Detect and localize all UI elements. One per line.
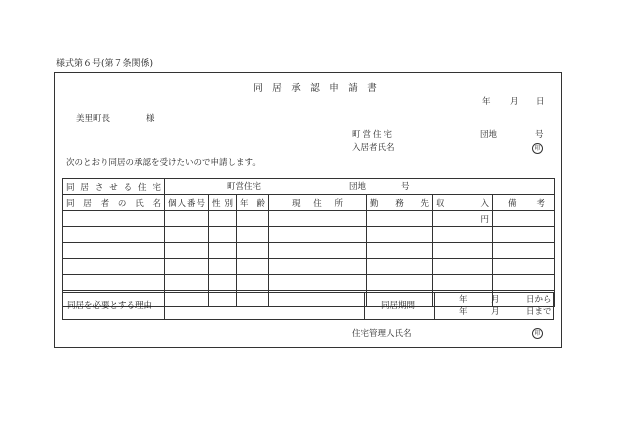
table-cell[interactable] (165, 243, 209, 259)
form-title: 同 居 承 認 申 請 書 (253, 83, 377, 94)
table-cell[interactable] (269, 259, 367, 275)
table-cell[interactable] (237, 259, 269, 275)
table-row (63, 259, 555, 275)
cohabitant-table (62, 178, 555, 307)
table-cell[interactable] (367, 243, 433, 259)
table-header-row (63, 195, 555, 211)
header-remarks: 備 考 (508, 198, 545, 209)
applicant-housing-label: 町営住宅 (352, 130, 395, 140)
table-cell[interactable] (63, 259, 165, 275)
applicant-seal (532, 143, 543, 154)
table-cell[interactable] (63, 275, 165, 291)
table-cell[interactable] (165, 227, 209, 243)
table-cell[interactable] (433, 259, 493, 275)
table-cell[interactable] (493, 243, 555, 259)
header-sex: 性 別 (212, 198, 233, 209)
table-cell[interactable] (433, 243, 493, 259)
table-row (63, 227, 555, 243)
applicant-danchi: 団地 (480, 130, 498, 140)
table-row (63, 275, 555, 291)
seal-icon: 印 (532, 143, 543, 154)
form-number: 様式第６号(第７条関係) (56, 59, 154, 69)
date-year: 年 (482, 97, 491, 107)
date-month: 月 (510, 97, 519, 107)
table-cell[interactable] (165, 259, 209, 275)
manager-seal (532, 328, 543, 339)
period-values[interactable] (434, 293, 553, 319)
table-cell[interactable] (63, 243, 165, 259)
table-cell[interactable] (269, 275, 367, 291)
housing-row-number: 号 (401, 182, 410, 192)
period-label: 同居期間 (381, 301, 416, 311)
table-cell[interactable] (63, 227, 165, 243)
table-cell[interactable] (493, 259, 555, 275)
header-age: 年 齢 (240, 198, 265, 209)
bottom-section (62, 292, 554, 320)
addressee-honorific: 様 (146, 114, 155, 124)
table-cell[interactable] (367, 227, 433, 243)
income-unit-row (63, 211, 555, 227)
income-unit: 円 (480, 214, 489, 225)
period-end-end: 日まで (526, 307, 552, 317)
period-end-year: 年 (459, 307, 468, 317)
table-cell[interactable] (237, 227, 269, 243)
reason-field[interactable] (164, 293, 365, 319)
applicant-name-label: 入居者氏名 (352, 143, 395, 153)
period-end-month: 月 (491, 307, 500, 317)
housing-row-danchi: 団地 (349, 182, 367, 192)
table-cell[interactable] (209, 227, 237, 243)
manager-label: 住宅管理人氏名 (352, 329, 412, 339)
table-cell[interactable] (165, 275, 209, 291)
applicant-number: 号 (535, 130, 544, 140)
table-cell[interactable] (269, 243, 367, 259)
header-income: 収 入 (436, 198, 489, 209)
reason-label: 同居を必要とする理由 (67, 301, 153, 311)
table-cell[interactable] (209, 243, 237, 259)
header-id-number: 個 人 番 号 (168, 198, 205, 209)
housing-row-label: 同 居 さ せ る 住 宅 (66, 182, 161, 193)
addressee-name: 美里町長 (76, 114, 111, 124)
table-cell[interactable] (433, 227, 493, 243)
header-name: 同 居 者 の 氏 名 (66, 198, 161, 209)
table-cell[interactable] (367, 259, 433, 275)
table-cell[interactable] (493, 275, 555, 291)
table-row (63, 243, 555, 259)
table-cell[interactable] (237, 243, 269, 259)
seal-icon: 印 (532, 328, 543, 339)
period-start-month: 月 (491, 295, 500, 305)
period-start-end: 日から (526, 295, 552, 305)
table-cell[interactable] (433, 275, 493, 291)
table-cell[interactable] (209, 259, 237, 275)
table-cell[interactable] (209, 275, 237, 291)
header-workplace: 勤 務 先 (370, 198, 429, 209)
table-cell[interactable] (237, 275, 269, 291)
header-address: 現 住 所 (292, 198, 343, 209)
period-start-year: 年 (459, 295, 468, 305)
period-label-cell (364, 293, 435, 319)
housing-row-housing: 町営住宅 (227, 182, 262, 192)
housing-row (63, 179, 555, 195)
table-cell[interactable] (493, 227, 555, 243)
table-cell[interactable] (367, 275, 433, 291)
request-sentence: 次のとおり同居の承認を受けたいので申請します。 (66, 158, 261, 168)
table-cell[interactable] (269, 227, 367, 243)
date-day: 日 (536, 97, 545, 107)
